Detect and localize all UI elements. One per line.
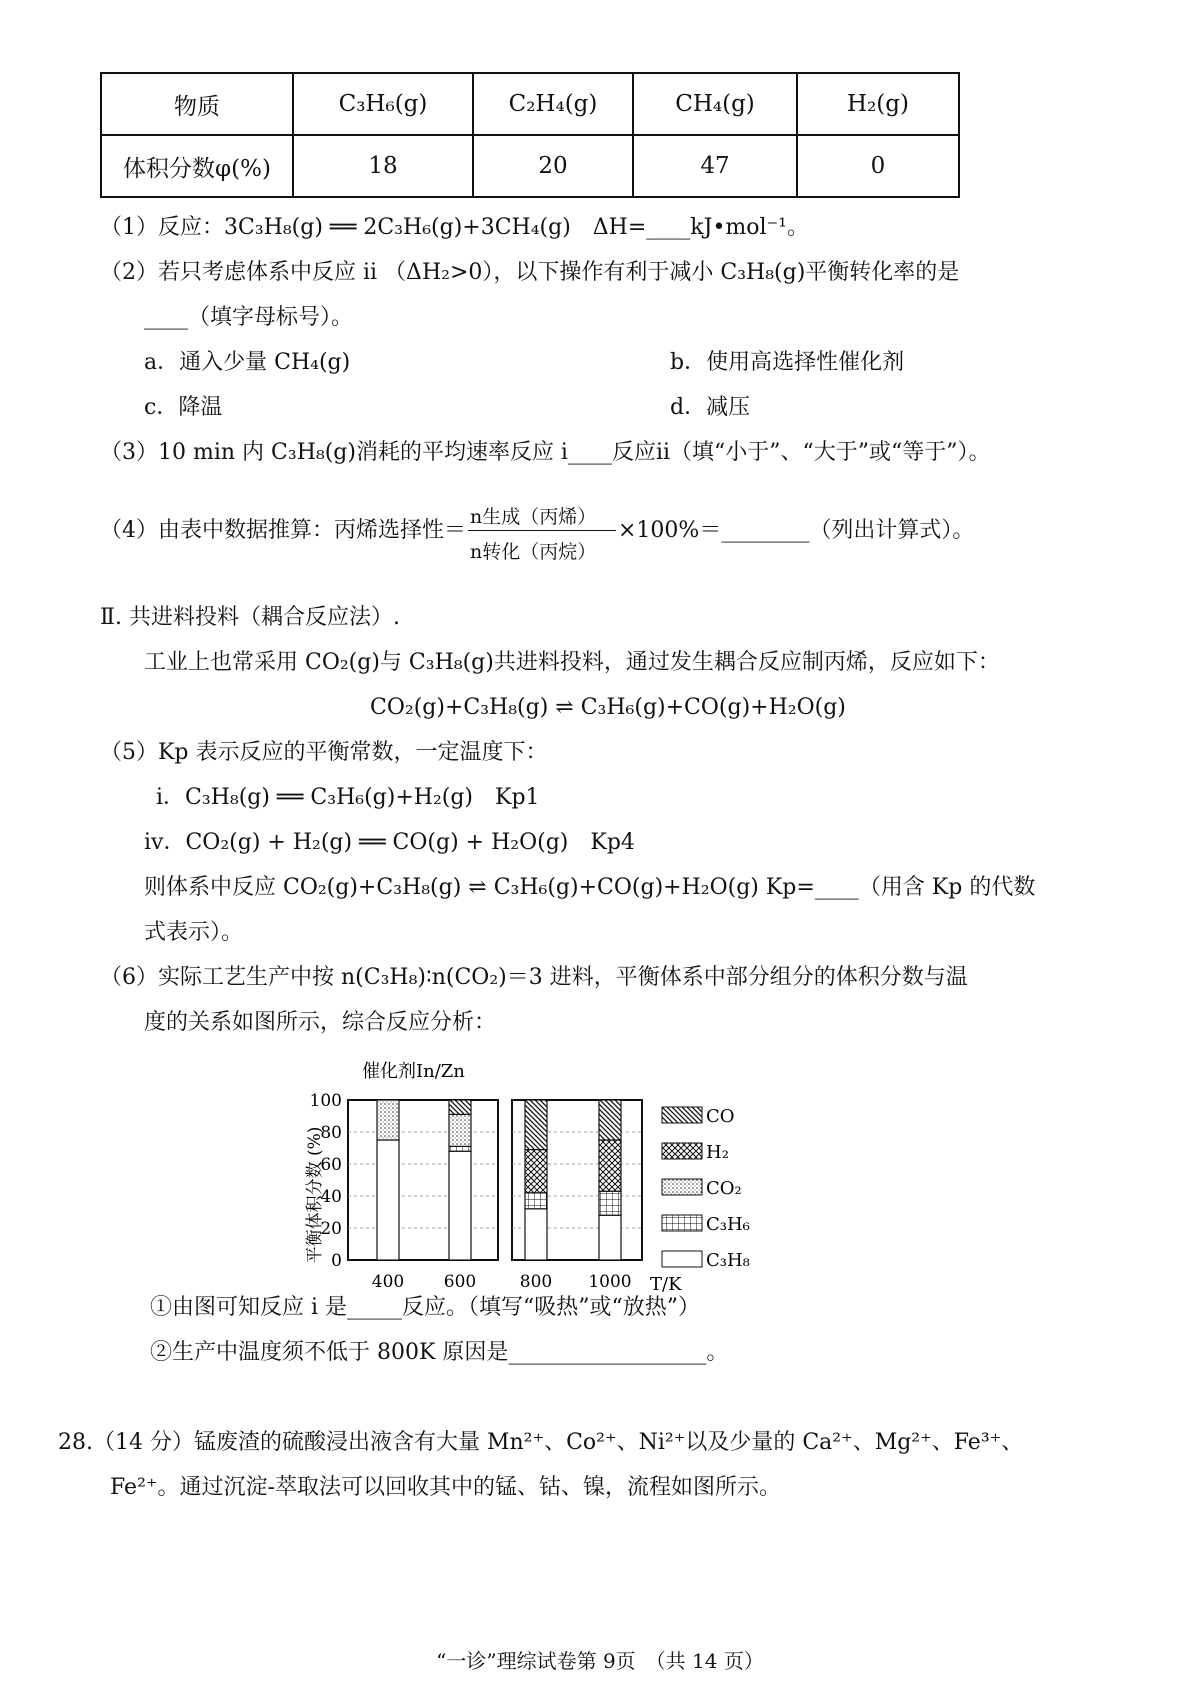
legend-label: CO₂ <box>706 1178 742 1199</box>
y-axis-label: 平衡体积分数 (%) <box>305 1126 325 1264</box>
stacked-bar-chart <box>300 1055 860 1295</box>
table-cell: 18 <box>293 135 473 197</box>
reaction-iv: iv．CO₂(g) + H₂(g) ══ CO(g) + H₂O(g) Kp4 <box>144 830 635 855</box>
bar-segment <box>449 1146 471 1151</box>
table-cell: 47 <box>633 135 797 197</box>
bar-segment <box>599 1140 621 1191</box>
bar-segment <box>449 1114 471 1146</box>
bar-segment <box>525 1209 547 1260</box>
legend-label: C₃H₆ <box>706 1214 750 1235</box>
question-5: （5）Kp 表示反应的平衡常数，一定温度下： <box>100 740 548 765</box>
question-28-cont: Fe²⁺。通过沉淀-萃取法可以回收其中的锰、钴、镍，流程如图所示。 <box>110 1475 781 1500</box>
question-6-part-1: ①由图可知反应 i 是_____反应。（填写“吸热”或“放热”） <box>150 1295 701 1320</box>
y-tick-label: 20 <box>320 1219 342 1239</box>
bar-segment <box>525 1150 547 1193</box>
x-axis-label: T/K <box>650 1274 682 1295</box>
bar-segment <box>525 1193 547 1209</box>
bar-segment <box>599 1191 621 1215</box>
table-cell: 0 <box>797 135 959 197</box>
question-4-left: （4）由表中数据推算：丙烯选择性＝ <box>100 518 466 543</box>
table-row-label: 体积分数φ(%) <box>101 135 293 197</box>
question-6-cont: 度的关系如图所示，综合反应分析： <box>144 1010 497 1035</box>
y-ticks <box>310 1091 642 1271</box>
option-b: b．使用高选择性催化剂 <box>670 350 905 375</box>
fraction-bar <box>468 530 616 531</box>
table-header-row <box>101 73 959 135</box>
table-cell: 20 <box>473 135 633 197</box>
page-footer: “一诊”理综试卷第 9页 （共 14 页） <box>436 1649 764 1673</box>
table-header-cell: CH₄(g) <box>633 73 797 135</box>
y-tick-label: 80 <box>320 1123 342 1143</box>
y-tick-label: 100 <box>309 1091 342 1111</box>
x-tick-label: 400 <box>371 1272 405 1292</box>
bar-segment <box>377 1100 399 1140</box>
y-tick-label: 0 <box>331 1251 342 1271</box>
legend-label: CO <box>706 1106 735 1127</box>
question-4-right: ×100%＝________（列出计算式）。 <box>618 518 975 543</box>
fraction-denominator: n转化（丙烷） <box>470 541 597 563</box>
legend-swatch <box>662 1143 702 1159</box>
bar-segment <box>449 1100 471 1114</box>
x-tick-label: 800 <box>519 1272 553 1292</box>
legend-label: C₃H₈ <box>706 1250 750 1271</box>
option-a: a．通入少量 CH₄(g) <box>144 350 351 375</box>
table-header-cell: C₂H₄(g) <box>473 73 633 135</box>
table-header-cell: 物质 <box>101 73 293 135</box>
composition-table <box>100 72 960 198</box>
coupled-reaction: CO₂(g)+C₃H₈(g) ⇌ C₃H₆(g)+CO(g)+H₂O(g) <box>370 695 846 720</box>
question-3: （3）10 min 内 C₃H₈(g)消耗的平均速率反应 i____反应ii（填“小于”、“大于”或“等于”）。 <box>100 440 991 465</box>
bar-segment <box>599 1100 621 1140</box>
y-tick-label: 60 <box>320 1155 342 1175</box>
legend-swatch <box>662 1251 702 1267</box>
question-6-part-2: ②生产中温度须不低于 800K 原因是__________________。 <box>150 1340 729 1365</box>
option-d: d．减压 <box>670 395 751 420</box>
chart-title: 催化剂In/Zn <box>362 1061 465 1082</box>
question-28: 28.（14 分）锰废渣的硫酸浸出液含有大量 Mn²⁺、Co²⁺、Ni²⁺以及少量的 Ca²⁺、Mg²⁺、Fe³⁺、 <box>58 1430 1024 1455</box>
bar-segment <box>525 1100 547 1150</box>
x-tick-label: 1000 <box>588 1272 632 1292</box>
x-tick-label: 600 <box>443 1272 477 1292</box>
section-2-heading: Ⅱ. 共进料投料（耦合反应法）. <box>100 605 400 630</box>
legend-swatch <box>662 1215 702 1231</box>
option-c: c．降温 <box>144 395 223 420</box>
y-tick-label: 40 <box>320 1187 342 1207</box>
legend-swatch <box>662 1179 702 1195</box>
question-5-ask: 则体系中反应 CO₂(g)+C₃H₈(g) ⇌ C₃H₆(g)+CO(g)+H₂O(g) Kp=____（用含 Kp 的代数 <box>144 875 1036 900</box>
question-5-ask-cont: 式表示）。 <box>144 920 244 945</box>
table-row <box>101 135 959 197</box>
fraction-numerator: n生成（丙烯） <box>470 506 597 528</box>
bar-segment <box>599 1215 621 1260</box>
question-1: （1）反应：3C₃H₈(g) ══ 2C₃H₆(g)+3CH₄(g) ΔH=____kJ•mol⁻¹。 <box>100 215 810 240</box>
section-2-text: 工业上也常采用 CO₂(g)与 C₃H₈(g)共进料投料，通过发生耦合反应制丙烯，反应如下： <box>144 650 1000 675</box>
question-2-blank: ____（填字母标号）。 <box>144 305 354 330</box>
plot-frame-left <box>348 1100 498 1260</box>
table-header-cell: H₂(g) <box>797 73 959 135</box>
x-ticks <box>372 1272 632 1292</box>
question-2: （2）若只考虑体系中反应 ii （ΔH₂>0），以下操作有利于减小 C₃H₈(g)平衡转化率的是 <box>100 260 960 285</box>
reaction-i: i．C₃H₈(g) ══ C₃H₆(g)+H₂(g) Kp1 <box>156 785 540 810</box>
bar-segment <box>377 1140 399 1260</box>
bar-segment <box>449 1151 471 1260</box>
question-6: （6）实际工艺生产中按 n(C₃H₈)∶n(CO₂)＝3 进料，平衡体系中部分组分的体积分数与温 <box>100 965 968 990</box>
table-header-cell: C₃H₆(g) <box>293 73 473 135</box>
legend-label: H₂ <box>706 1142 729 1163</box>
legend-swatch <box>662 1107 702 1123</box>
chart-legend <box>662 1106 750 1271</box>
